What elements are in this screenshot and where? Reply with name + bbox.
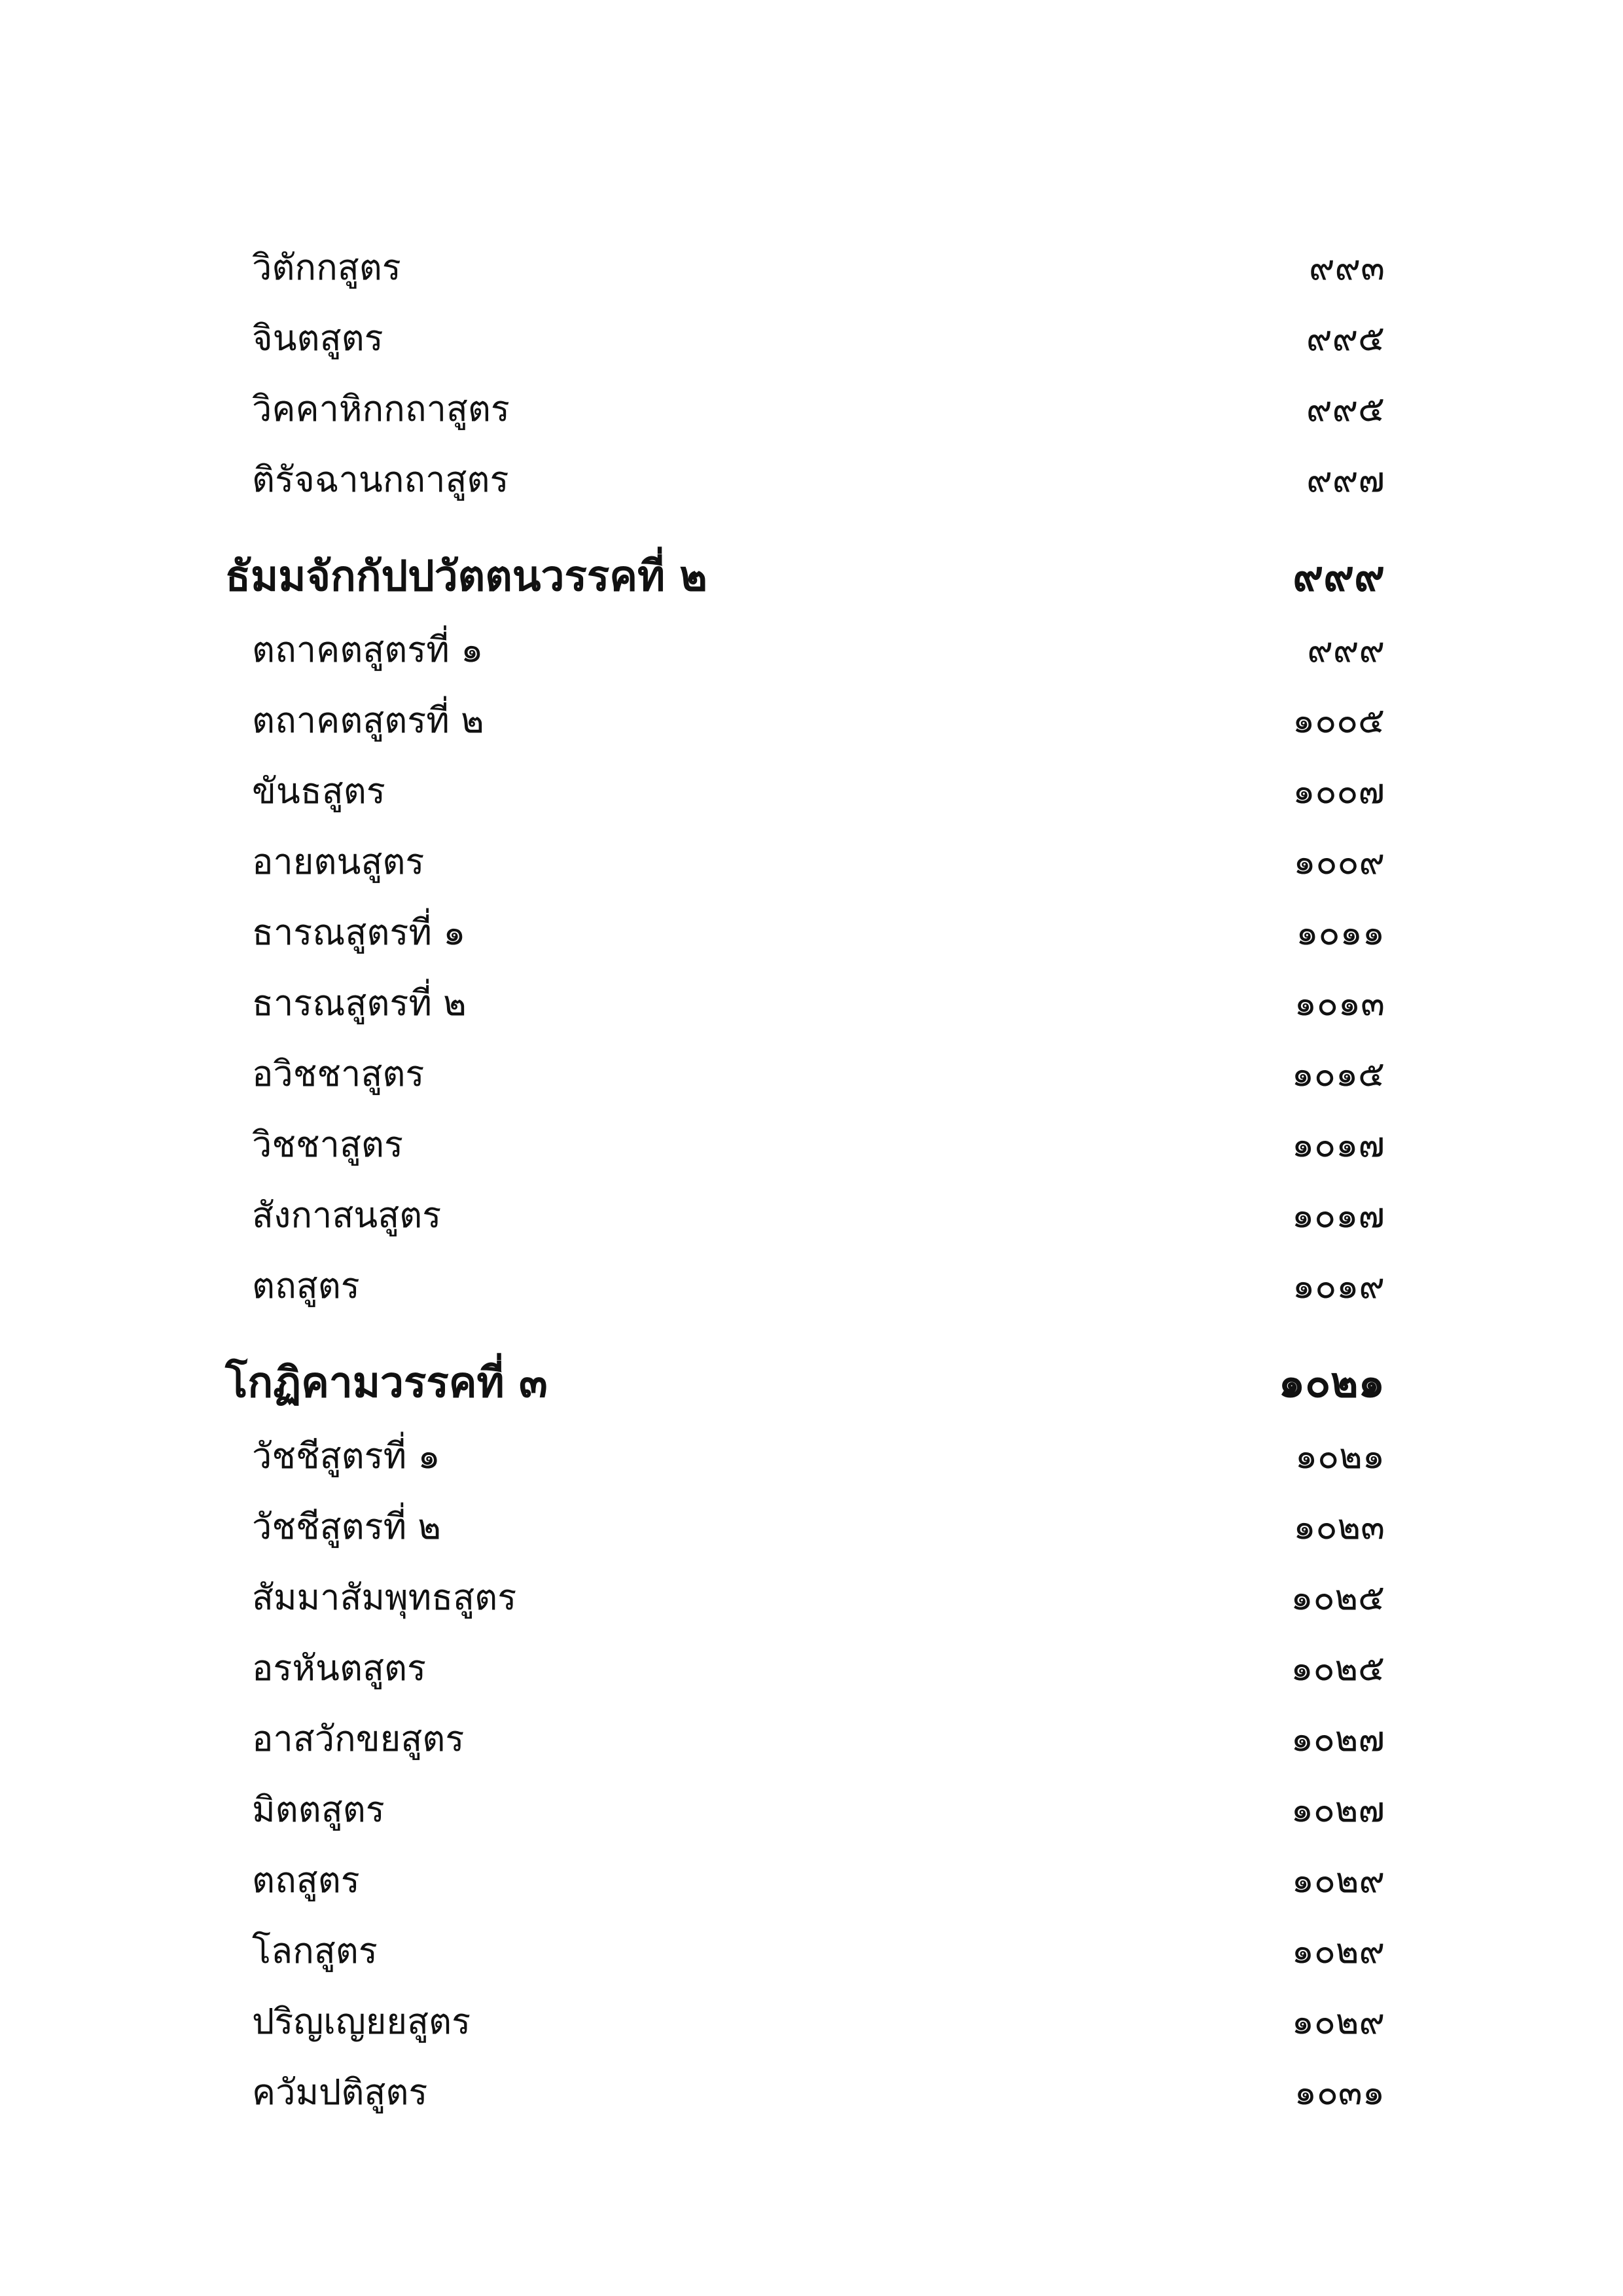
toc-entry-page: ๙๙๕ (1306, 317, 1385, 359)
toc-entry-page: ๑๐๓๑ (1294, 2072, 1385, 2113)
toc-entry (0, 620, 1623, 679)
toc-entry (0, 1780, 1623, 1839)
toc-entry-title: โลกสูตร (252, 1930, 378, 1971)
toc-entry-title: ธารณสูตรที่ ๒ (252, 982, 467, 1024)
toc-entry-title: ปริญเญยยสูตร (252, 2001, 471, 2042)
toc-entry-title: สังกาสนสูตร (252, 1194, 442, 1236)
toc-entry-page: ๑๐๒๕ (1291, 1577, 1385, 1618)
toc-entry (0, 1045, 1623, 1103)
toc-entry-title: ธารณสูตรที่ ๑ (252, 912, 466, 953)
toc-entry-page: ๑๐๒๗ (1291, 1718, 1385, 1759)
toc-entry (0, 1710, 1623, 1768)
toc-entry-page: ๙๙๕ (1306, 388, 1385, 429)
toc-entry (0, 380, 1623, 439)
toc-entry (0, 1498, 1623, 1556)
toc-entry-page: ๑๐๐๕ (1292, 700, 1385, 741)
section-heading-title: ธัมมจักกัปปวัตตนวรรคที่ ๒ (225, 552, 707, 601)
section-heading (0, 547, 1623, 606)
toc-entry-title: วัชชีสูตรที่ ๑ (252, 1435, 440, 1477)
toc-entry-title: วัชชีสูตรที่ ๒ (252, 1506, 442, 1547)
toc-entry-title: ติรัจฉานกถาสูตร (252, 459, 509, 500)
toc-entry (0, 238, 1623, 297)
section-heading (0, 1354, 1623, 1412)
toc-entry-page: ๑๐๐๙ (1293, 841, 1385, 882)
toc-entry (0, 2063, 1623, 2122)
toc-entry (0, 1427, 1623, 1486)
toc-entry (0, 691, 1623, 750)
toc-entry-page: ๑๐๑๙ (1292, 1265, 1385, 1306)
toc-entry-title: อายตนสูตร (252, 841, 425, 882)
toc-entry-title: วิตักกสูตร (252, 247, 401, 288)
toc-entry (0, 1639, 1623, 1698)
toc-entry-title: อรหันตสูตร (252, 1647, 427, 1689)
toc-entry-page: ๑๐๑๗ (1291, 1194, 1385, 1236)
toc-entry-page: ๑๐๑๗ (1291, 1124, 1385, 1165)
toc-entry-page: ๑๐๒๑ (1294, 1435, 1385, 1477)
toc-entry-page: ๙๙๙ (1307, 629, 1385, 670)
toc-entry-page: ๙๙๗ (1306, 459, 1385, 500)
toc-entry-title: วิคคาหิกกถาสูตร (252, 388, 510, 429)
toc-entry-page: ๑๐๑๕ (1291, 1053, 1385, 1094)
toc-entry-title: ตถาคตสูตรที่ ๑ (252, 629, 484, 670)
toc-entry-title: อวิชชาสูตร (252, 1053, 425, 1094)
toc-entry (0, 1257, 1623, 1316)
toc-entry-title: สัมมาสัมพุทธสูตร (252, 1577, 517, 1618)
toc-entry (0, 1851, 1623, 1910)
toc-entry-page: ๑๐๑๑ (1296, 912, 1385, 953)
toc-entry-page: ๑๐๒๙ (1291, 1930, 1385, 1971)
toc-entry-title: ตถสูตร (252, 1265, 360, 1306)
toc-entry-title: วิชชาสูตร (252, 1124, 403, 1165)
section-heading-page: ๙๙๙ (1293, 552, 1385, 601)
toc-entry (0, 903, 1623, 962)
toc-entry-page: ๑๐๒๙ (1291, 1859, 1385, 1901)
toc-entry (0, 450, 1623, 509)
toc-entry-title: ควัมปติสูตร (252, 2072, 428, 2113)
toc-entry (0, 1115, 1623, 1174)
toc-entry (0, 1568, 1623, 1627)
toc-entry-page: ๑๐๒๙ (1291, 2001, 1385, 2042)
toc-entry (0, 974, 1623, 1033)
toc-entry-title: ตถสูตร (252, 1859, 360, 1901)
toc-entry-page: ๑๐๒๕ (1291, 1647, 1385, 1689)
toc-entry (0, 1992, 1623, 2051)
toc-entry-title: มิตตสูตร (252, 1789, 385, 1830)
toc-entry-page: ๑๐๒๗ (1291, 1789, 1385, 1830)
toc-entry-page: ๑๐๑๓ (1294, 982, 1385, 1024)
toc-entry (0, 1186, 1623, 1245)
toc-entry-title: ตถาคตสูตรที่ ๒ (252, 700, 484, 741)
toc-entry-page: ๑๐๐๗ (1293, 770, 1385, 812)
toc-entry (0, 309, 1623, 368)
toc-entry (0, 762, 1623, 821)
toc-entry-title: ขันธสูตร (252, 770, 385, 812)
section-heading-page: ๑๐๒๑ (1278, 1358, 1385, 1407)
toc-entry-page: ๙๙๓ (1308, 247, 1385, 288)
toc-entry (0, 833, 1623, 891)
section-heading-title: โกฏิคามวรรคที่ ๓ (225, 1358, 548, 1407)
toc-entry (0, 1922, 1623, 1981)
toc-entry-page: ๑๐๒๓ (1293, 1506, 1385, 1547)
toc-entry-title: จินตสูตร (252, 317, 383, 359)
toc-entry-title: อาสวักขยสูตร (252, 1718, 465, 1759)
